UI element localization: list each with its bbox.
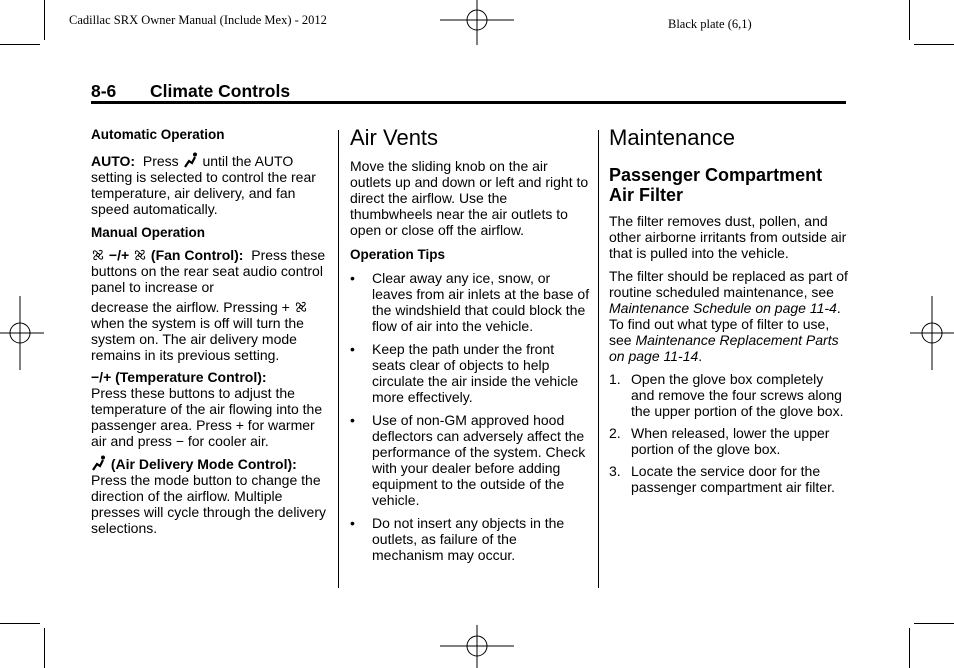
list-item: 3. Locate the service door for the passenger compartment air filter. (609, 463, 835, 495)
filter-steps-list (609, 371, 849, 495)
mode-text: Press the mode button to change the direction of the airflow. Multiple presses will cycle through the delivery selections. (91, 472, 326, 536)
operation-tips-heading: Operation Tips (350, 247, 446, 262)
air-delivery-mode-icon (183, 152, 199, 168)
crop-mark-top-right-h (914, 44, 954, 45)
registration-mark-bottom-icon (440, 625, 514, 668)
list-item: • Clear away any ice, snow, or leaves from air inlets at the base of the windshield that could block the flow of air into the vehicle. (350, 270, 590, 334)
operation-tips-list (350, 270, 590, 563)
fan-paragraph-cont (91, 299, 331, 363)
temp-label: −/+ (Temperature Control): (91, 369, 267, 385)
filter-paragraph-2: The filter should be replaced as part of routine scheduled maintenance, see Maintenance Schedule on page 11-4. To find out what type of filter to use, see Maintenance Replacement Parts on page 11-14. (609, 268, 848, 364)
temp-paragraph (91, 369, 331, 449)
registration-mark-left-icon (0, 296, 44, 370)
crop-mark-top-left-v (44, 0, 45, 40)
fan-text-c: when the system is off will turn the system on. The air delivery mode remains in its previous setting. (91, 315, 304, 363)
fan-icon-3 (294, 300, 308, 314)
auto-label: AUTO: (91, 153, 136, 169)
crop-mark-bottom-left-v (44, 628, 45, 668)
auto-text-b: until the AUTO (202, 153, 294, 169)
auto-text-c: setting is selected to control the rear temperature, air delivery, and fan speed automatically. (91, 169, 316, 217)
fan-icon-2 (133, 248, 147, 262)
manual-title: Cadillac SRX Owner Manual (Include Mex) - 2012 (69, 13, 327, 27)
fan-text-a: Press these buttons on the rear seat audio control panel to increase or (91, 247, 326, 295)
column-divider-1 (338, 130, 339, 588)
air-filter-subtitle: Passenger Compartment Air Filter (609, 165, 823, 205)
air-delivery-mode-icon-2 (91, 455, 107, 471)
fan-label: −/+ (108, 247, 130, 263)
section-title: Climate Controls (150, 81, 291, 101)
auto-paragraph (91, 152, 331, 217)
temp-text: Press these buttons to adjust the temperature of the air flowing into the passenger area. Press + for warmer air and press − for cooler air. (91, 385, 323, 449)
column-divider-2 (598, 130, 599, 588)
crop-mark-top-right-v (909, 0, 910, 40)
list-item: • Use of non-GM approved hood deflectors can adversely affect the performance of the system. Check with your dealer before adding equipment to the outside of the vehicle. (350, 412, 586, 508)
fan-text-b: decrease the airflow. Pressing + (91, 299, 290, 315)
section-rule (91, 101, 846, 104)
maintenance-schedule-link[interactable]: Maintenance Schedule on page 11-4 (609, 300, 837, 316)
list-item: • Keep the path under the front seats clear of objects to help circulate the air inside the vehicle more effectively. (350, 341, 579, 405)
mode-paragraph (91, 455, 331, 536)
section-header (91, 81, 290, 102)
registration-mark-right-icon (910, 296, 954, 370)
auto-heading: Automatic Operation (91, 127, 225, 142)
manual-heading: Manual Operation (91, 225, 206, 240)
crop-mark-bottom-left-h (0, 623, 40, 624)
crop-mark-bottom-right-v (909, 628, 910, 668)
maintenance-title: Maintenance (609, 125, 735, 150)
section-number: 8-6 (91, 81, 117, 101)
air-vents-intro: Move the sliding knob on the air outlets up and down or left and right to direct the airflow. Use the thumbwheels near the air outlets to open or close off the airflow. (350, 158, 589, 238)
air-vents-title: Air Vents (350, 125, 439, 150)
list-item: 2. When released, lower the upper portion of the glove box. (609, 425, 830, 457)
auto-text-a: Press (142, 153, 179, 169)
maintenance-parts-link[interactable]: Maintenance Replacement Parts on page 11-14 (609, 332, 839, 364)
registration-mark-top-icon (440, 0, 514, 45)
list-item: 1. Open the glove box completely and remove the four screws along the upper portion of the glove box. (609, 371, 844, 419)
crop-mark-top-left-h (0, 44, 40, 45)
plate-label: Black plate (6,1) (668, 17, 752, 31)
right-column (609, 126, 849, 495)
filter-paragraph-1: The filter removes dust, pollen, and other airborne irritants from outside air that is pulled into the vehicle. (609, 213, 847, 261)
mode-label: (Air Delivery Mode Control): (110, 456, 297, 472)
fan-label-b: (Fan Control): (150, 247, 244, 263)
list-item: • Do not insert any objects in the outlets, as failure of the mechanism may occur. (350, 515, 565, 563)
fan-icon (91, 248, 105, 262)
fan-paragraph (91, 247, 331, 295)
left-column (91, 127, 331, 536)
middle-column (350, 126, 590, 563)
crop-mark-bottom-right-h (914, 623, 954, 624)
